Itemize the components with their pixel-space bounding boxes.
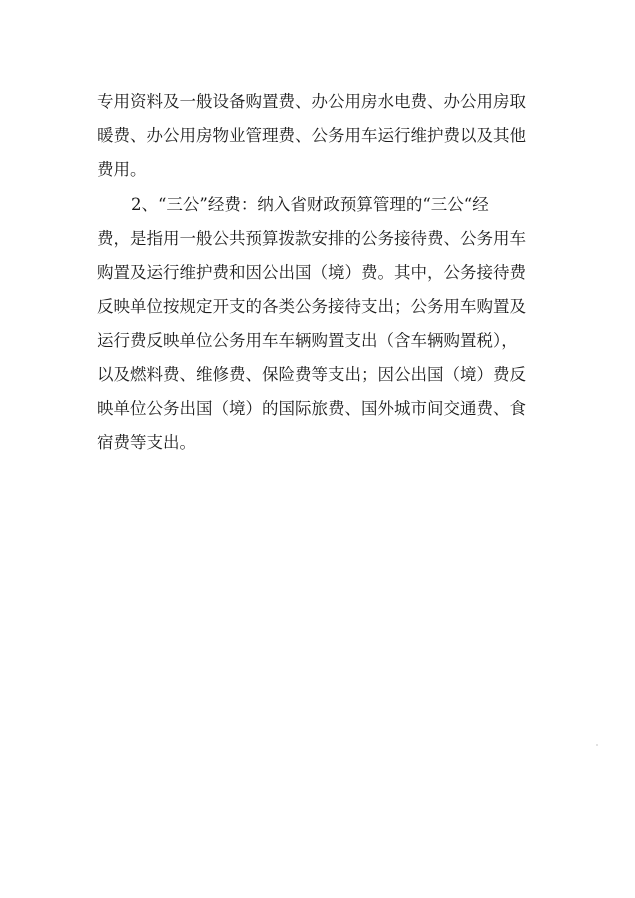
text-line: 购置及运行维护费和因公出国（境）费。其中，公务接待费 <box>97 263 526 282</box>
text-line: 专用资料及一般设备购置费、办公用房水电费、办公用房取 <box>97 92 526 111</box>
text-line: 宿费等支出。 <box>97 433 196 452</box>
text-line: 反映单位按规定开支的各类公务接待支出；公务用车购置及 <box>97 297 526 316</box>
text-line: 以及燃料费、维修费、保险费等支出；因公出国（境）费反 <box>97 365 526 384</box>
text-line: 2、“三公”经费：纳入省财政预算管理的“三公“经 <box>131 195 489 214</box>
text-line: 暖费、办公用房物业管理费、公务用车运行维护费以及其他 <box>97 126 526 145</box>
text-line: 费，是指用一般公共预算拨款安排的公务接待费、公务用车 <box>97 229 526 248</box>
text-line: 映单位公务出国（境）的国际旅费、国外城市间交通费、食 <box>97 399 526 418</box>
text-line: 运行费反映单位公务用车车辆购置支出（含车辆购置税）， <box>97 331 518 350</box>
scan-speck <box>596 744 598 746</box>
text-line: 费用。 <box>97 160 147 179</box>
